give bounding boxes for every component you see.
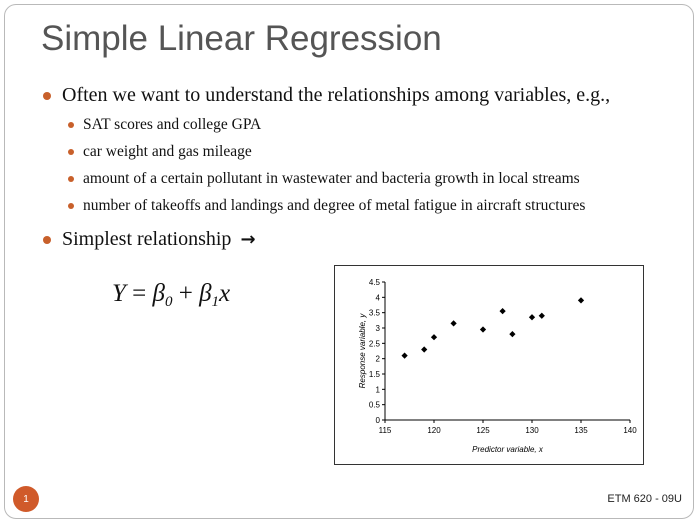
bullet-dot-icon: [68, 176, 74, 182]
bullet-example-text: amount of a certain pollutant in wastewater and bacteria growth in local streams: [83, 170, 580, 187]
slide-title: Simple Linear Regression: [41, 19, 442, 58]
regression-equation: [112, 280, 230, 311]
x-tick-label: 130: [525, 426, 539, 435]
y-tick-label: 3: [375, 324, 380, 333]
x-tick-label: 120: [427, 426, 441, 435]
data-point: [431, 334, 437, 340]
data-point: [499, 308, 505, 314]
data-point: [509, 331, 515, 337]
y-tick-label: 2.5: [368, 339, 380, 349]
y-tick-label: 0: [375, 416, 380, 425]
equation-var: x: [219, 280, 231, 307]
bullet-example: [83, 197, 585, 215]
bullet-dot-icon: [68, 149, 74, 155]
x-tick-label: 140: [623, 426, 637, 435]
bullet-example-text: car weight and gas mileage: [83, 143, 252, 160]
equation-plus: +: [178, 280, 193, 307]
arrow-right-icon: →: [240, 229, 256, 250]
y-tick-label: 1.5: [368, 370, 380, 379]
y-tick-label: 0.5: [368, 400, 380, 410]
y-tick-label: 4.5: [368, 278, 380, 287]
x-tick-label: 135: [574, 426, 588, 435]
bullet-dot-icon: [68, 203, 74, 209]
equation-beta1-sub: 1: [211, 294, 220, 310]
bullet-example: [83, 143, 252, 161]
footer-text: ETM 620 - 09U: [607, 493, 682, 505]
data-point: [529, 314, 535, 320]
bullet-example-text: number of takeoffs and landings and degree of metal fatigue in aircraft structures: [83, 197, 586, 214]
y-tick-label: 4: [375, 293, 380, 303]
bullet-dot-icon: [68, 122, 74, 128]
bullet-simplest-text: Simplest relationship: [62, 228, 232, 250]
equation-beta0-sub: 0: [164, 294, 173, 310]
bullet-main: [62, 84, 610, 107]
data-point: [539, 313, 545, 319]
data-point: [578, 297, 584, 303]
data-point: [450, 320, 456, 326]
x-axis-label: Predictor variable, x: [472, 445, 543, 454]
bullet-dot-icon: [43, 92, 51, 100]
equation-lhs: Y: [112, 280, 126, 307]
scatter-plot-svg: [335, 266, 645, 466]
bullet-example: [83, 170, 580, 188]
y-tick-label: 2: [375, 354, 380, 364]
bullet-example: [83, 116, 261, 134]
bullet-dot-icon: [43, 236, 51, 244]
bullet-main-text: Often we want to understand the relationships among variables, e.g.,: [62, 84, 611, 106]
y-tick-label: 1: [375, 385, 380, 395]
data-point: [401, 352, 407, 358]
x-tick-label: 115: [378, 426, 392, 435]
equation-equals: =: [132, 280, 147, 307]
x-tick-label: 125: [476, 426, 490, 435]
y-axis-label: Response variable, y: [358, 313, 367, 389]
scatter-chart: [334, 265, 644, 465]
data-point: [480, 326, 486, 332]
page-number-badge: 1: [13, 486, 39, 512]
bullet-example-text: SAT scores and college GPA: [83, 116, 262, 133]
data-point: [421, 346, 427, 352]
equation-beta1: β: [199, 280, 212, 307]
equation-beta0: β: [152, 280, 165, 307]
bullet-simplest: [62, 228, 256, 251]
y-tick-label: 3.5: [368, 308, 380, 318]
